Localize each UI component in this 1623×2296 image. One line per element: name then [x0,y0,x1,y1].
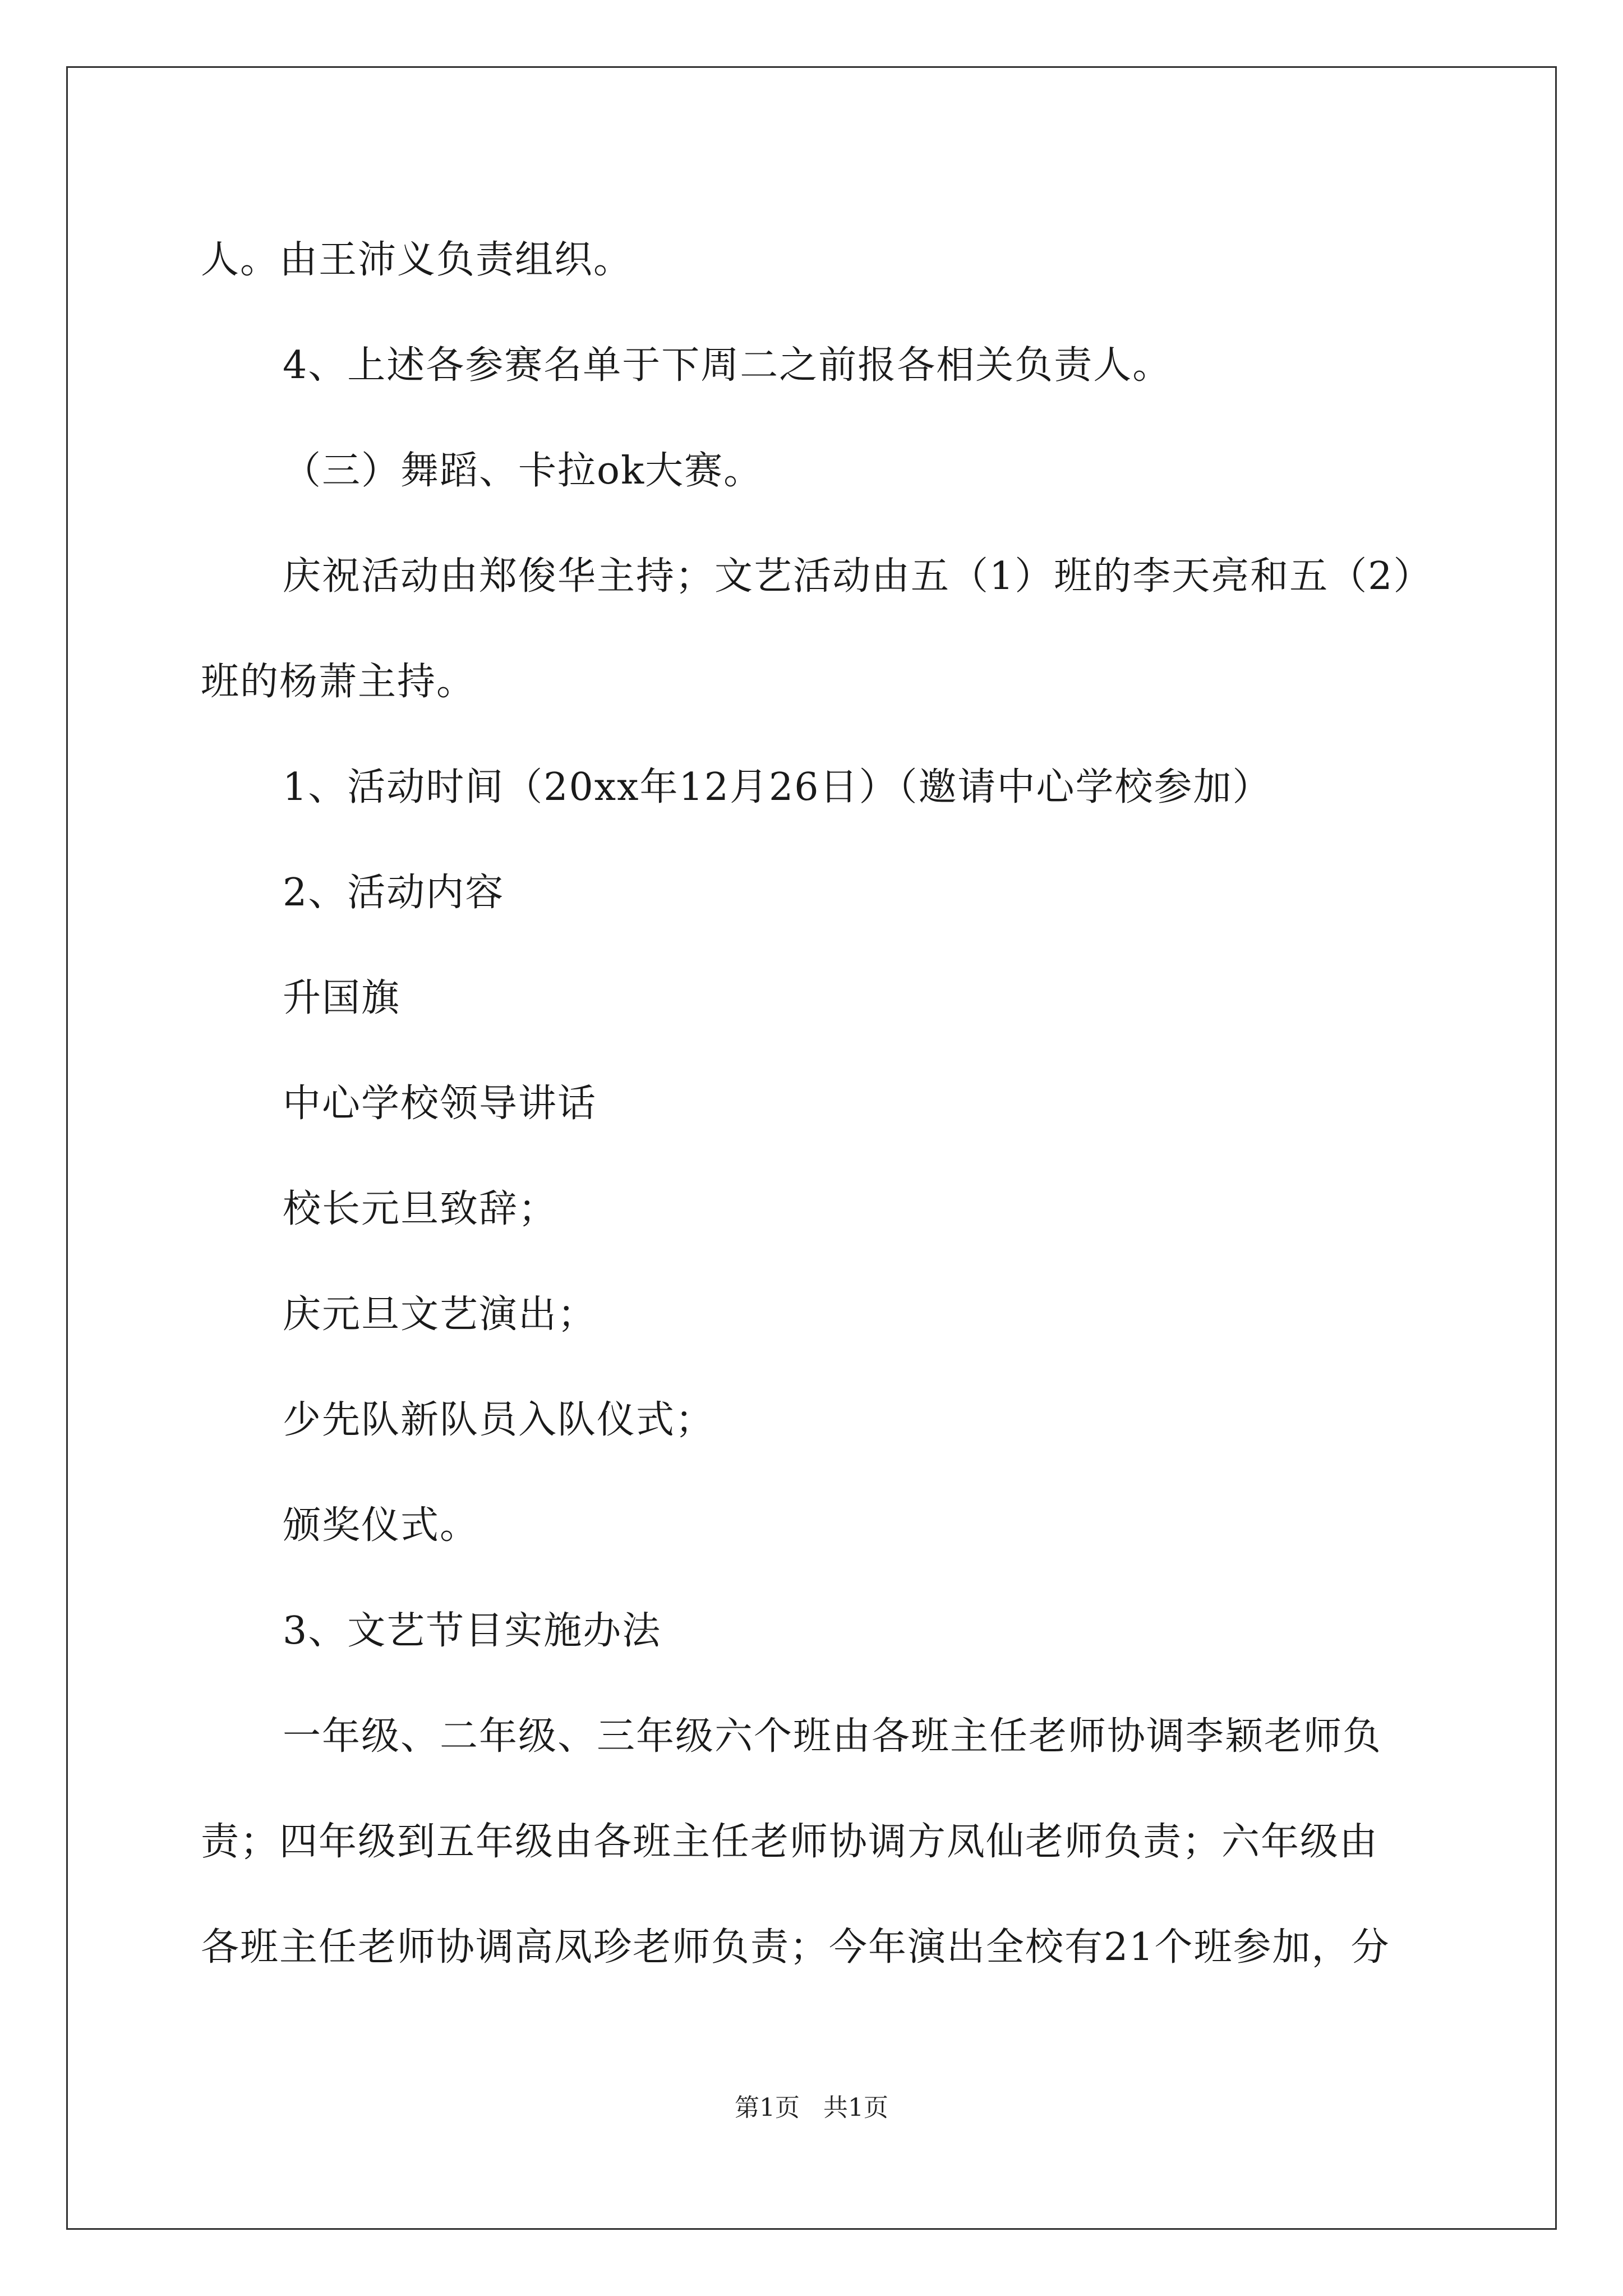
paragraph-line: （三）舞蹈、卡拉ok大赛。 [283,449,763,493]
paragraph-line: 一年级、二年级、三年级六个班由各班主任老师协调李颖老师负 [283,1714,1382,1759]
paragraph-line: 班的杨萧主持。 [201,660,476,704]
paragraph-line: 3、文艺节目实施办法 [283,1609,662,1653]
paragraph-line: 各班主任老师协调高凤珍老师负责；今年演出全校有21个班参加，分 [201,1925,1390,1970]
page-footer [0,2091,1623,2125]
paragraph-line: 责；四年级到五年级由各班主任老师协调方凤仙老师负责；六年级由 [201,1820,1379,1864]
paragraph-line: 人。由王沛义负责组织。 [201,238,633,282]
paragraph-line: 4、上述各参赛名单于下周二之前报各相关负责人。 [283,343,1172,388]
paragraph-line: 庆元旦文艺演出； [283,1292,597,1337]
paragraph-line: 升国旗 [283,976,401,1020]
paragraph-line: 校长元旦致辞； [283,1187,558,1231]
document-body [201,208,1440,2000]
paragraph-line: 中心学校领导讲话 [283,1082,597,1126]
page-number-total: 共1页 [823,2093,888,2122]
paragraph-line: 1、活动时间（20xx年12月26日）（邀请中心学校参加） [283,765,1272,809]
paragraph-line: 颁奖仪式。 [283,1503,479,1548]
paragraph-line: 庆祝活动由郑俊华主持；文艺活动由五（1）班的李天亮和五（2） [283,554,1433,599]
page-number-current: 第1页 [735,2093,800,2122]
paragraph-line: 2、活动内容 [283,871,505,915]
paragraph-line: 少先队新队员入队仪式； [283,1398,715,1442]
